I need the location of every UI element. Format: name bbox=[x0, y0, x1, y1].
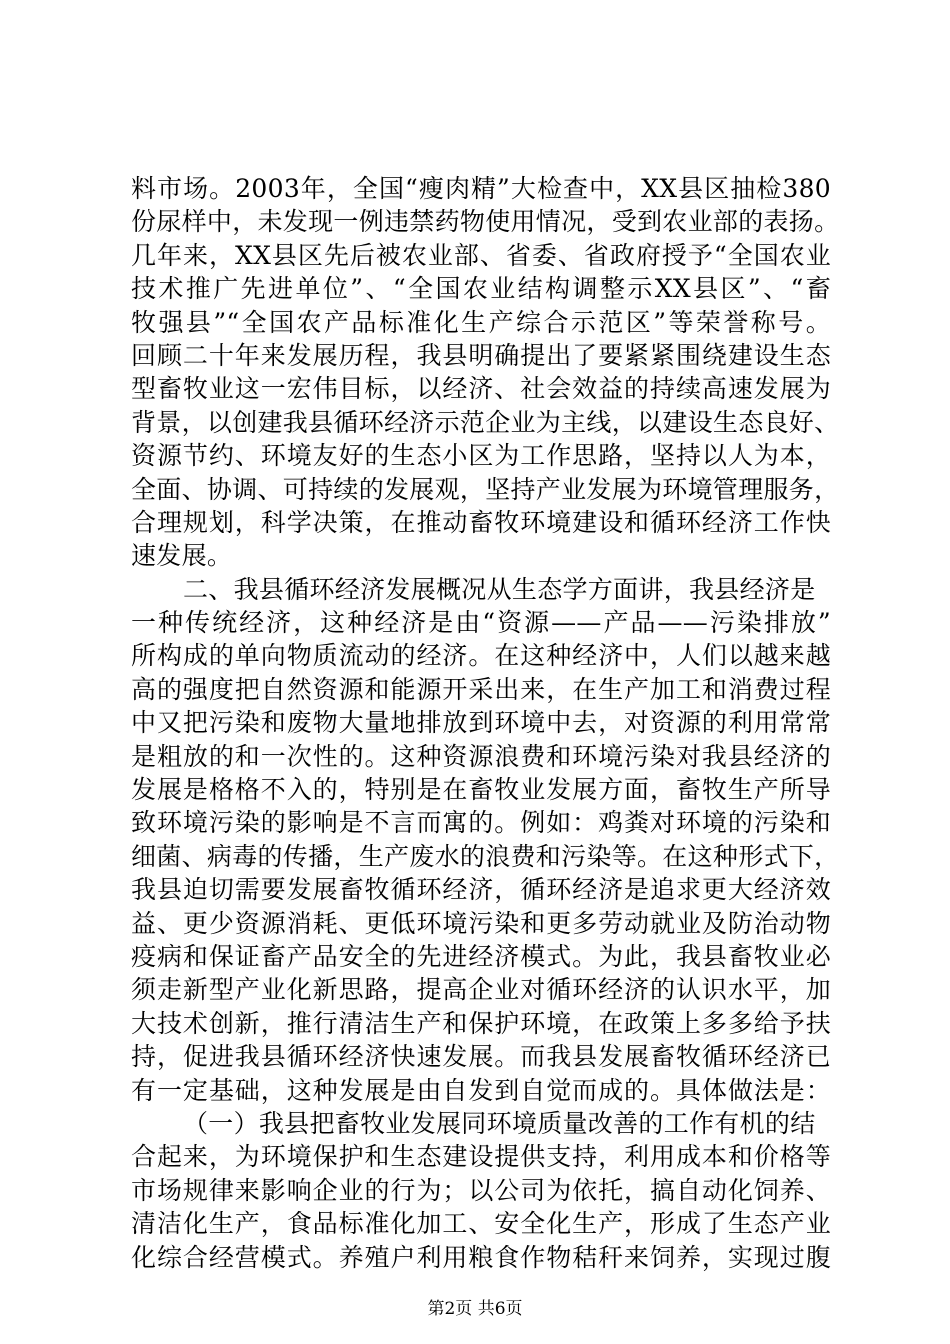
text-line: 清洁化生产，食品标准化加工、安全化生产，形成了生态产业 bbox=[131, 1209, 831, 1239]
text-line: 合理规划，科学决策，在推动畜牧环境建设和循环经济工作快 bbox=[131, 507, 831, 537]
text-line: （一）我县把畜牧业发展同环境质量改善的工作有机的结 bbox=[183, 1108, 816, 1138]
text-line: 我县迫切需要发展畜牧循环经济，循环经济是追求更大经济效 bbox=[131, 875, 831, 905]
text-line: 市场规律来影响企业的行为；以公司为依托，搞自动化饲养、 bbox=[131, 1175, 831, 1205]
text-line: 细菌、病毒的传播，生产废水的浪费和污染等。在这种形式下， bbox=[131, 841, 840, 871]
text-line: 份尿样中，未发现一例违禁药物使用情况，受到农业部的表扬。 bbox=[131, 207, 840, 237]
text-line: 几年来，XX县区先后被农业部、省委、省政府授予“全国农业 bbox=[131, 240, 831, 270]
text-line: 速发展。 bbox=[131, 541, 233, 571]
page-footer: 第2页 共6页 bbox=[427, 1299, 523, 1319]
text-line: 化综合经营模式。养殖户利用粮食作物秸秆来饲养，实现过腹 bbox=[131, 1242, 831, 1272]
text-line: 高的强度把自然资源和能源开采出来，在生产加工和消费过程 bbox=[131, 674, 831, 704]
text-line: 持，促进我县循环经济快速发展。而我县发展畜牧循环经济已 bbox=[131, 1042, 831, 1072]
text-line: 大技术创新，推行清洁生产和保护环境，在政策上多多给予扶 bbox=[131, 1008, 831, 1038]
text-line: 型畜牧业这一宏伟目标，以经济、社会效益的持续高速发展为 bbox=[131, 374, 831, 404]
text-line: 疫病和保证畜产品安全的先进经济模式。为此，我县畜牧业必 bbox=[131, 941, 831, 971]
text-line: 技术推广先进单位”、“全国农业结构调整示XX县区”、“畜 bbox=[131, 274, 831, 304]
text-line: 发展是格格不入的，特别是在畜牧业发展方面，畜牧生产所导 bbox=[131, 775, 831, 805]
document-body bbox=[131, 172, 840, 1274]
text-line: 益、更少资源消耗、更低环境污染和更多劳动就业及防治动物 bbox=[131, 908, 831, 938]
text-line: 二、我县循环经济发展概况从生态学方面讲，我县经济是 bbox=[183, 574, 816, 604]
text-line: 回顾二十年来发展历程，我县明确提出了要紧紧围绕建设生态 bbox=[131, 340, 831, 370]
text-line: 是粗放的和一次性的。这种资源浪费和环境污染对我县经济的 bbox=[131, 741, 831, 771]
text-line: 料市场。2003年，全国“瘦肉精”大检查中，XX县区抽检380 bbox=[131, 174, 831, 203]
text-line: 背景，以创建我县循环经济示范企业为主线，以建设生态良好、 bbox=[131, 407, 840, 437]
text-line: 中又把污染和废物大量地排放到环境中去，对资源的利用常常 bbox=[131, 708, 831, 738]
text-line: 须走新型产业化新思路，提高企业对循环经济的认识水平，加 bbox=[131, 975, 831, 1005]
text-line: 合起来，为环境保护和生态建设提供支持，利用成本和价格等 bbox=[131, 1142, 831, 1172]
text-line: 一种传统经济，这种经济是由“资源——产品——污染排放” bbox=[131, 608, 831, 638]
text-line: 牧强县”“全国农产品标准化生产综合示范区”等荣誉称号。 bbox=[131, 307, 831, 337]
text-line: 致环境污染的影响是不言而寓的。例如：鸡粪对环境的污染和 bbox=[131, 808, 831, 838]
text-line: 所构成的单向物质流动的经济。在这种经济中，人们以越来越 bbox=[131, 641, 831, 671]
text-line: 有一定基础，这种发展是由自发到自觉而成的。具体做法是： bbox=[131, 1075, 831, 1105]
text-line: 全面、协调、可持续的发展观，坚持产业发展为环境管理服务， bbox=[131, 474, 840, 504]
text-line: 资源节约、环境友好的生态小区为工作思路，坚持以人为本， bbox=[131, 441, 831, 471]
